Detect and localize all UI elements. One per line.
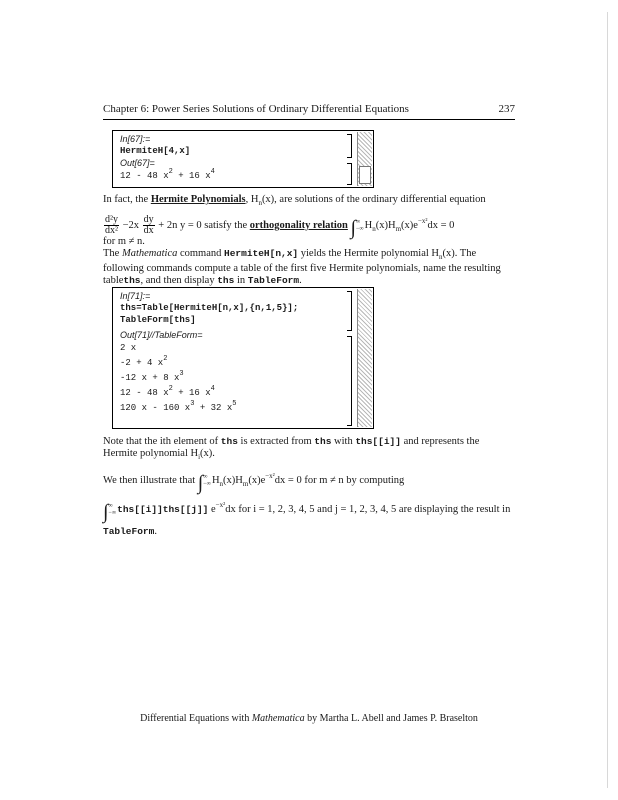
row-part: -12 x + 8 x	[120, 373, 180, 383]
text-run: .	[154, 526, 157, 537]
page-footer	[0, 713, 618, 724]
integral-limits	[203, 474, 211, 488]
table-row	[120, 401, 343, 416]
text-run: .	[299, 275, 302, 287]
subscript: m	[242, 480, 249, 489]
subscript: n	[258, 199, 262, 208]
row-part: -2 + 4 x	[120, 358, 164, 368]
text-run: , and then display	[140, 275, 218, 287]
fraction-numerator: d²y	[105, 214, 118, 226]
paragraph-illustrate	[103, 466, 515, 494]
inline-code: ths[[i]]ths[[j]]	[117, 504, 209, 515]
cell-71-content	[120, 290, 343, 416]
subscript: n	[219, 480, 224, 489]
equation-text: + 2n y = 0 satisfy the	[158, 220, 250, 231]
out-label: Out[67]=	[120, 158, 155, 168]
cell-bracket[interactable]	[347, 291, 352, 331]
cell-bracket[interactable]	[347, 134, 352, 158]
input-code-line-2[interactable]: TableForm[ths]	[120, 315, 196, 325]
cell-67-content	[120, 133, 343, 184]
output-part: 12 - 48 x	[120, 171, 169, 181]
upper-limit: ∞	[355, 219, 361, 225]
integrand: (x)H	[223, 475, 243, 486]
inline-code: ths	[123, 275, 141, 287]
integrand: H	[211, 475, 220, 486]
integrand: (x)H	[375, 220, 396, 231]
text-run: dx = 0 for m ≠ n by computing	[274, 475, 405, 486]
subscript: n	[439, 253, 443, 262]
row-exponent: 3	[190, 400, 195, 408]
output-expression	[120, 169, 343, 184]
text-run: Note that the ith element of	[103, 436, 221, 447]
inline-code: ths	[220, 436, 238, 447]
text-run: Differential Equations with	[140, 713, 252, 724]
text-run: The	[103, 248, 122, 259]
mathematica-italic: Mathematica	[121, 248, 178, 259]
page-edge-line	[607, 12, 608, 788]
first-derivative-fraction	[143, 215, 155, 236]
text-run: command	[177, 248, 225, 259]
row-exponent: 4	[210, 385, 215, 393]
for-m-not-n: for m ≠ n.	[103, 236, 145, 247]
vertical-scrollbar[interactable]	[357, 289, 372, 427]
inline-code: TableForm	[103, 526, 155, 537]
row-part: 120 x - 160 x	[120, 403, 191, 413]
integrand: dx = 0	[427, 220, 455, 231]
row-part: 2 x	[120, 343, 137, 353]
fraction-numerator: dy	[143, 214, 154, 226]
cell-bracket[interactable]	[347, 163, 352, 185]
row-part: 12 - 48 x	[120, 388, 169, 398]
paragraph-hermite-command	[103, 248, 515, 287]
table-form-output	[120, 341, 343, 416]
paragraph-hermite-intro	[103, 194, 515, 209]
output-part: + 16 x	[172, 171, 211, 181]
inline-code: TableForm	[247, 275, 300, 287]
text-run: yields the Hermite polynomial H	[298, 248, 439, 259]
chapter-title: Chapter 6: Power Series Solutions of Ordinary Differential Equations	[103, 103, 409, 115]
input-code-line-1[interactable]: ths=Table[HermiteH[n,x],{n,1,5}];	[120, 303, 299, 313]
row-exponent: 5	[232, 400, 237, 408]
scrollbar-thumb[interactable]	[359, 166, 371, 184]
exponent: −x²	[265, 472, 275, 480]
integrand: H	[364, 220, 373, 231]
mathematica-italic: Mathematica	[251, 713, 305, 724]
paragraph-ith-element	[103, 436, 515, 463]
text-run: In fact, the	[103, 194, 151, 205]
second-derivative-fraction	[104, 215, 119, 236]
exponent: −x²	[215, 501, 226, 509]
in-label: In[67]:=	[120, 134, 151, 144]
output-exponent: 4	[210, 168, 215, 176]
orthogonality-relation-link[interactable]: orthogonality relation	[249, 220, 348, 231]
in-label: In[71]:=	[120, 291, 151, 301]
row-exponent: 2	[168, 385, 173, 393]
text-run: (x), are solutions of the ordinary differential equation	[261, 194, 486, 205]
upper-limit: ∞	[108, 503, 113, 509]
text-run: with	[331, 436, 356, 447]
hermite-polynomials-link[interactable]: Hermite Polynomials	[150, 194, 246, 205]
text-run: , H	[245, 194, 259, 205]
out-label: Out[71]//TableForm=	[120, 330, 203, 340]
lower-limit: −∞	[108, 510, 117, 516]
row-exponent: 2	[163, 355, 168, 363]
upper-limit: ∞	[203, 474, 208, 480]
inline-code: HermiteH[n,x]	[224, 248, 299, 259]
text-run: dx for i = 1, 2, 3, 4, 5 and j = 1, 2, 3, 4, 5 are displaying the result in	[225, 504, 511, 515]
inline-code: ths	[314, 436, 332, 447]
text-run: e	[208, 504, 216, 515]
row-part: + 16 x	[172, 388, 211, 398]
integrand: (x)e	[401, 220, 418, 231]
integral-limits	[356, 219, 364, 233]
text-run: is extracted from	[237, 436, 315, 447]
text-run: and represents the Hermite polynomial H	[103, 436, 480, 459]
inline-code: ths	[217, 275, 235, 287]
text-run: (x). The following commands compute a table of the first five Hermite polynomials, name the resulting table	[103, 248, 501, 287]
text-run: (x).	[200, 448, 215, 459]
input-code[interactable]: HermiteH[4,x]	[120, 146, 191, 156]
integral-limits	[108, 503, 116, 517]
lower-limit: −∞	[203, 481, 211, 487]
table-row	[120, 386, 343, 401]
fraction-denominator: dx	[143, 225, 154, 237]
exponent: −x²	[417, 217, 428, 225]
cell-bracket[interactable]	[347, 336, 352, 426]
notebook-cell-71[interactable]	[112, 287, 374, 429]
subscript: i	[198, 453, 201, 462]
row-exponent: 3	[179, 370, 184, 378]
header-rule	[103, 119, 515, 120]
integral-sign: ∫	[350, 217, 356, 239]
fraction-denominator: dx²	[105, 225, 118, 237]
equation-term: −2x	[122, 220, 140, 231]
subscript: m	[395, 225, 402, 234]
lower-limit: −∞	[355, 226, 364, 232]
integral-sign: ∫	[197, 472, 204, 494]
output-exponent: 2	[168, 168, 173, 176]
inline-code: ths[[i]]	[355, 436, 401, 447]
text-run: We then illustrate that	[103, 475, 198, 486]
table-row	[120, 356, 343, 371]
page-number: 237	[498, 103, 515, 115]
notebook-cell-67[interactable]	[112, 130, 374, 188]
subscript: n	[372, 225, 376, 234]
paragraph-computing	[103, 494, 515, 543]
text-run: in	[234, 275, 248, 287]
integral-sign: ∫	[103, 501, 109, 523]
text-run: by Martha L. Abell and James P. Braselton	[304, 713, 478, 724]
row-part: + 32 x	[194, 403, 233, 413]
running-header	[103, 103, 515, 119]
table-row	[120, 341, 343, 356]
integrand: (x)e	[248, 475, 266, 486]
table-row	[120, 371, 343, 386]
